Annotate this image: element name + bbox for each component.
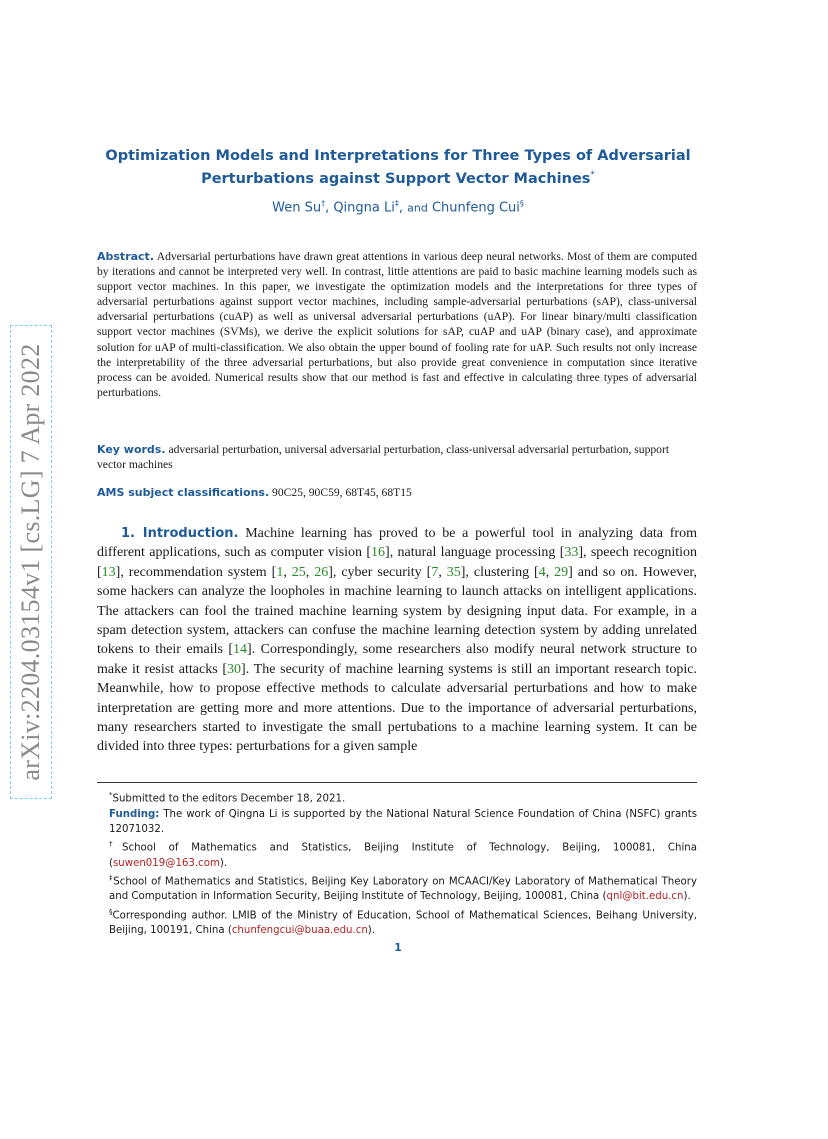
keywords-text: adversarial perturbation, universal adversarial perturbation, class-universal adversarial perturbation, support vector machines xyxy=(97,443,670,472)
footnote-3-end: ). xyxy=(683,891,691,903)
footnote-2: School of Mathematics and Statistics, Beijing Institute of Technology, Beijing, 100081, China ( xyxy=(109,842,697,869)
footnote-3: School of Mathematics and Statistics, Beijing Key Laboratory on MCAACI/Key Laboratory of Mathematical Theory and Computation in Information Security, Beijing Institute of Technology, Beijing, 100081, China ( xyxy=(109,876,697,903)
citation-link[interactable]: 29 xyxy=(554,564,569,580)
footnote-1-mark: * xyxy=(109,791,113,799)
section-heading: 1. Introduction. xyxy=(121,526,239,541)
ams-text: 90C25, 90C59, 68T45, 68T15 xyxy=(272,486,412,499)
author-list: Wen Su†, Qingna Li‡, and Chunfeng Cui§ xyxy=(272,199,524,216)
introduction-text: ]. The security of machine learning systems is still an important research topic. Meanwhile, how to propose effective methods to calculate adversarial perturbations and how to make interpretation are getting more and more attentions. Due to the importance of adversarial perturbations, many researchers started to investigate the small pertubations to a machine learning system. It can be divided into three types: perturbations for a given sample xyxy=(97,661,697,755)
footnote-rule xyxy=(97,782,697,783)
introduction-text: ], clustering [ xyxy=(460,564,539,580)
citation-link[interactable]: 25 xyxy=(291,564,306,580)
keywords xyxy=(97,442,697,472)
author-1: Wen Su xyxy=(272,200,322,216)
author-3-mark: § xyxy=(519,199,524,208)
citation-link[interactable]: 26 xyxy=(314,564,329,580)
citation-link[interactable]: 35 xyxy=(446,564,461,580)
email-link-qnl[interactable]: qnl@bit.edu.cn xyxy=(606,891,684,903)
introduction-section xyxy=(97,524,697,757)
introduction-text: , xyxy=(545,564,555,580)
email-link-chunfengcui[interactable]: chunfengcui@buaa.edu.cn xyxy=(231,925,368,937)
author-3: Chunfeng Cui xyxy=(431,200,520,216)
abstract xyxy=(97,249,697,400)
footnote-4-end: ). xyxy=(367,925,376,937)
citation-link[interactable]: 1 xyxy=(276,564,284,580)
footnote-4: Corresponding author. LMIB of the Ministry of Education, School of Mathematical Sciences, Beihang University, Beijing, 100191, China ( xyxy=(109,909,697,937)
footnote-2-mark: † xyxy=(109,840,123,848)
introduction-text: , xyxy=(305,564,315,580)
footnote-3-mark: ‡ xyxy=(109,873,114,882)
citation-link[interactable]: 4 xyxy=(538,564,546,580)
introduction-text: ] and so on. However, some hackers can analyze the loopholes in machine learning to launch attacks on intelligent applications. The attackers can fool the trained machine learning system by designing input data. For example, in a spam detection system, attackers can confuse the machine learning detection system by adding unrelated tokens to their emails [ xyxy=(97,564,698,658)
citation-link[interactable]: 13 xyxy=(101,564,116,580)
introduction-text: ], speech recognition [ xyxy=(97,545,698,580)
introduction-text: ], recommendation system [ xyxy=(115,564,277,580)
footnote-1: Submitted to the editors December 18, 2021. xyxy=(112,793,346,805)
abstract-text: Adversarial perturbations have drawn great attentions in various deep neural networks. Most of them are computed by iterations and cannot be interpreted very well. In contrast, little attentions are paid to basic machine learning models such as support vector machines. In this paper, we investigate the optimization models and the interpretations for three types of adversarial perturbations against support vector machines, including sample-adversarial perturbations (sAP), class-universal adversarial perturbations (cuAP) as well as universal adversarial perturbations (uAP). For linear binary/multi classification support vector machines (SVMs), we derive the explicit solutions for sAP, cuAP and uAP (binary case), and approximate solution for uAP of multi-classification. We also obtain the upper bound of fooling rate for uAP. Such results not only increase the interpretability of the three adversarial perturbations, but also provide great convenience in computation since iterative process can be avoided. Numerical results show that our method is fast and effective in calculating three types of adversarial perturbations. xyxy=(97,250,697,399)
introduction-text: , xyxy=(438,564,447,580)
arxiv-identifier-stamp[interactable] xyxy=(10,325,52,799)
funding-label: Funding: xyxy=(109,808,160,820)
title-line-1: Optimization Models and Interpretations for Three Types of Adversarial xyxy=(105,148,691,164)
keywords-label: Key words. xyxy=(97,443,166,456)
ams-classifications xyxy=(97,486,412,499)
email-link-suwen[interactable]: suwen019@163.com xyxy=(112,857,220,869)
author-and: and xyxy=(407,201,428,215)
introduction-text: ], natural language processing [ xyxy=(385,545,565,561)
introduction-text: , xyxy=(283,564,292,580)
citation-link[interactable]: 30 xyxy=(227,661,242,677)
author-1-mark: † xyxy=(321,199,326,208)
introduction-text: ], cyber security [ xyxy=(328,564,432,580)
title-line-2: Perturbations against Support Vector Machines xyxy=(201,170,591,187)
author-2-mark: ‡ xyxy=(394,199,399,208)
footnote-2-end: ). xyxy=(219,857,228,869)
introduction-body xyxy=(97,526,697,754)
abstract-label: Abstract. xyxy=(97,250,154,263)
funding-text: The work of Qingna Li is supported by the National Natural Science Foundation of China (NSFC) grants 12071032. xyxy=(109,808,697,835)
introduction-text: Machine learning has proved to be a powerful tool in analyzing data from different applications, such as computer vision [ xyxy=(97,526,697,561)
footnote-4-mark: § xyxy=(109,907,113,916)
citation-link[interactable]: 16 xyxy=(371,545,386,561)
ams-label: AMS subject classifications. xyxy=(97,486,270,499)
page-number: 1 xyxy=(394,941,402,954)
title-footnote-mark: * xyxy=(590,170,595,180)
introduction-text: ]. Correspondingly, some researchers also modify neural network structure to make it resist attacks [ xyxy=(97,642,697,677)
arxiv-identifier-text: arXiv:2204.03154v1 [cs.LG] 7 Apr 2022 xyxy=(16,343,45,781)
citation-link[interactable]: 7 xyxy=(431,564,439,580)
author-2: Qingna Li xyxy=(333,200,395,216)
paper-title xyxy=(98,147,698,189)
citation-link[interactable]: 33 xyxy=(564,545,579,561)
citation-link[interactable]: 14 xyxy=(233,642,248,658)
footnotes xyxy=(97,788,697,938)
